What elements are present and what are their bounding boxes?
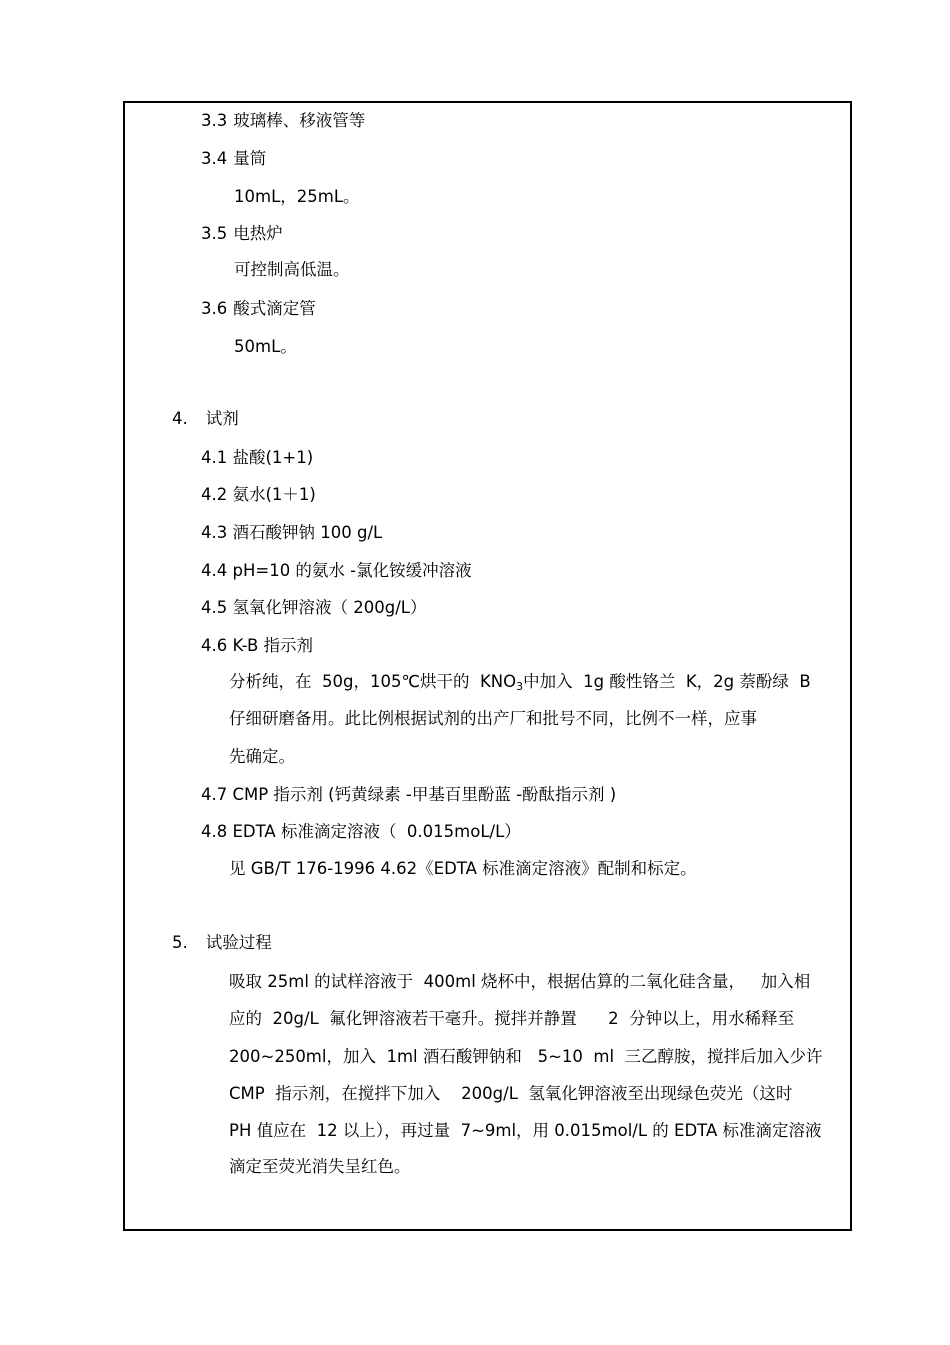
item-4-7: 4.7 CMP 指示剂 (钙黄绿素 -甲基百里酚蓝 -酚酞指示剂 ): [201, 785, 617, 804]
item-3-5-number: 3.5: [201, 224, 228, 243]
item-3-4-text: 量筒: [233, 149, 267, 168]
section-4-number: 4.: [172, 409, 188, 428]
procedure-line: PH 值应在 12 以上），再过量 7~9ml，用 0.015mol/L 的 EDTA 标准滴定溶液: [229, 1121, 822, 1140]
item-3-4-number: 3.4: [201, 149, 228, 168]
procedure-line: 滴定至荧光消失呈红色。: [229, 1157, 411, 1176]
item-4-5: 4.5 氢氧化钾溶液（ 200g/L）: [201, 598, 427, 617]
item-3-5-text: 电热炉: [233, 224, 283, 243]
item-3-4: [201, 148, 266, 170]
item-3-6-detail: 50mL。: [234, 337, 297, 356]
item-3-3-text: 玻璃棒、移液管等: [233, 111, 366, 130]
item-4-6-detail-line1: [229, 671, 811, 698]
item-3-5: [201, 223, 283, 245]
procedure-line: 应的 20g/L 氟化钾溶液若干毫升。搅拌并静置 2 分钟以上，用水稀释至: [229, 1009, 795, 1028]
item-4-4: 4.4 pH=10 的氨水 -氯化铵缓冲溶液: [201, 561, 472, 580]
procedure-line: CMP 指示剂，在搅拌下加入 200g/L 氢氧化钾溶液至出现绿色荧光（这时: [229, 1084, 793, 1103]
item-4-8-detail: 见 GB/T 176-1996 4.62《EDTA 标准滴定溶液》配制和标定。: [229, 859, 697, 878]
item-4-3: 4.3 酒石酸钾钠 100 g/L: [201, 523, 383, 542]
item-3-4-detail: 10mL，25mL。: [234, 187, 360, 206]
item-3-6-number: 3.6: [201, 299, 228, 318]
item-3-5-detail: 可控制高低温。: [234, 260, 350, 279]
procedure-line: 吸取 25ml 的试样溶液于 400ml 烧杯中，根据估算的二氧化硅含量， 加入相: [229, 972, 811, 991]
item-4-2: 4.2 氨水(1＋1): [201, 485, 316, 504]
section-5-number: 5.: [172, 933, 188, 952]
item-4-8: 4.8 EDTA 标准滴定溶液（ 0.015moL/L）: [201, 822, 521, 841]
item-4-6-detail-line1-b: 中加入 1g 酸性铬兰 K，2g 萘酚绿 B: [523, 672, 811, 691]
section-5-heading: [172, 932, 272, 954]
item-4-6-detail-line3: 先确定。: [229, 747, 295, 766]
item-4-6-detail-line1-a: 分析纯，在 50g，105℃烘干的 KNO: [229, 672, 517, 691]
item-4-6-detail-line2: 仔细研磨备用。此比例根据试剂的出产厂和批号不同，比例不一样，应事: [229, 709, 757, 728]
item-4-6: 4.6 K-B 指示剂: [201, 636, 314, 655]
item-3-6: [201, 298, 316, 320]
item-3-3: [201, 110, 365, 132]
item-3-3-number: 3.3: [201, 111, 228, 130]
section-4-heading: [172, 408, 239, 430]
kno3-subscript: 3: [516, 680, 524, 693]
item-4-1: 4.1 盐酸(1+1): [201, 448, 314, 467]
item-3-6-text: 酸式滴定管: [233, 299, 316, 318]
section-4-title: 试剂: [205, 409, 239, 428]
procedure-line: 200~250ml，加入 1ml 酒石酸钾钠和 5~10 ml 三乙醇胺，搅拌后加入少许: [229, 1047, 823, 1066]
section-5-title: 试验过程: [205, 933, 272, 952]
